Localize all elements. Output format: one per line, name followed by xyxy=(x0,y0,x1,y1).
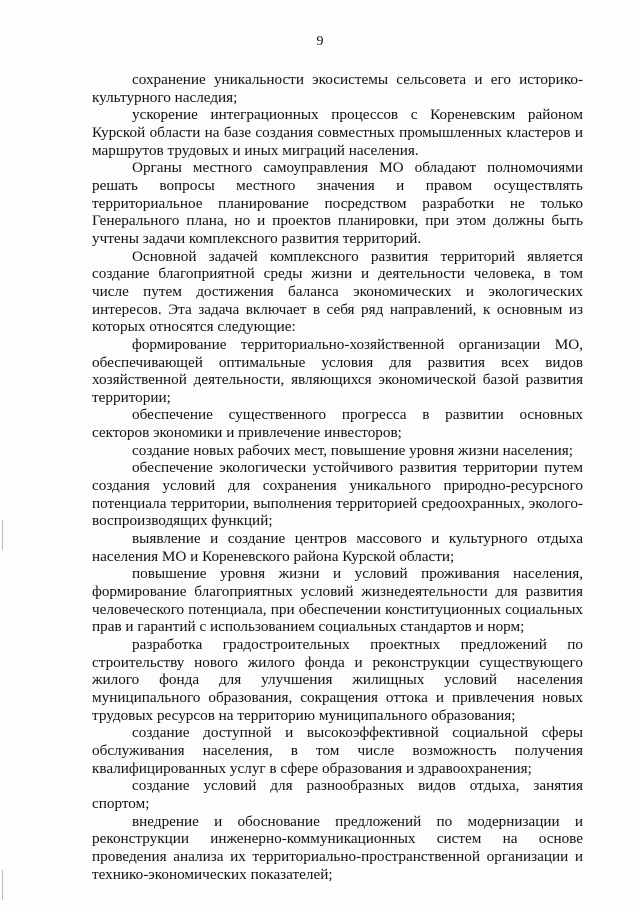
paragraph: ускорение интеграционных процессов с Кореневским районом Курской области на базе создания совместных промышленных кластеров и маршрутов трудовых и иных миграций населения. xyxy=(92,106,583,159)
scan-edge-mark xyxy=(2,870,3,900)
paragraph: формирование территориально-хозяйственной организации МО, обеспечивающей оптимальные условия для развития всех видов хозяйственной деятельности, являющихся экономической базой развития территории; xyxy=(92,335,583,406)
paragraph: обеспечение существенного прогресса в развитии основных секторов экономики и привлечение инвесторов; xyxy=(92,406,583,442)
paragraph: внедрение и обоснование предложений по модернизации и реконструкции инженерно-коммуникационных систем на основе проведения анализа их территориально-пространственной организации и технико-экономических показателей; xyxy=(92,812,583,883)
paragraph: создание условий для разнообразных видов отдыха, занятия спортом; xyxy=(92,777,583,812)
paragraph: повышение уровня жизни и условий проживания населения, формирование благоприятных условий жизнедеятельности для развития человеческого потенциала, при обеспечении конституционных социальных прав и гарантий с использованием социальных стандартов и норм; xyxy=(92,565,583,636)
paragraph: сохранение уникальности экосистемы сельсовета и его историко-культурного наследия; xyxy=(92,71,583,106)
page-number: 9 xyxy=(316,34,324,49)
scan-edge-mark xyxy=(2,520,3,550)
paragraph: Органы местного самоуправления МО обладают полномочиями решать вопросы местного значения и правом осуществлять территориальное планирование посредством разработки не только Генерального плана, но и проектов планировки, при этом должны быть учтены задачи комплексного развития территорий. xyxy=(92,159,583,247)
page-body xyxy=(92,71,583,883)
paragraph: выявление и создание центров массового и культурного отдыха населения МО и Кореневского района Курской области; xyxy=(92,530,583,565)
paragraph: обеспечение экологически устойчивого развития территории путем создания условий для сохранения уникального природно-ресурсного потенциала территории, выполнения территорией средоохранных, эколого-воспроизводящих функций; xyxy=(92,459,583,530)
paragraph: создание доступной и высокоэффективной социальной сферы обслуживания населения, в том числе возможность получения квалифицированных услуг в сфере образования и здравоохранения; xyxy=(92,724,583,777)
paragraph: создание новых рабочих мест, повышение уровня жизни населения; xyxy=(132,441,573,459)
paragraph: Основной задачей комплексного развития территорий является создание благоприятной среды жизни и деятельности человека, в том числе путем достижения баланса экономических и экологических интересов. Эта задача включает в себя ряд направлений, к основным из которых относятся следующие: xyxy=(92,247,583,336)
paragraph: разработка градостроительных проектных предложений по строительству нового жилого фонда и реконструкции существующего жилого фонда для улучшения жилищных условий населения муниципального образования, сокращения оттока и привлечения новых трудовых ресурсов на территорию муниципального образования; xyxy=(92,636,583,724)
